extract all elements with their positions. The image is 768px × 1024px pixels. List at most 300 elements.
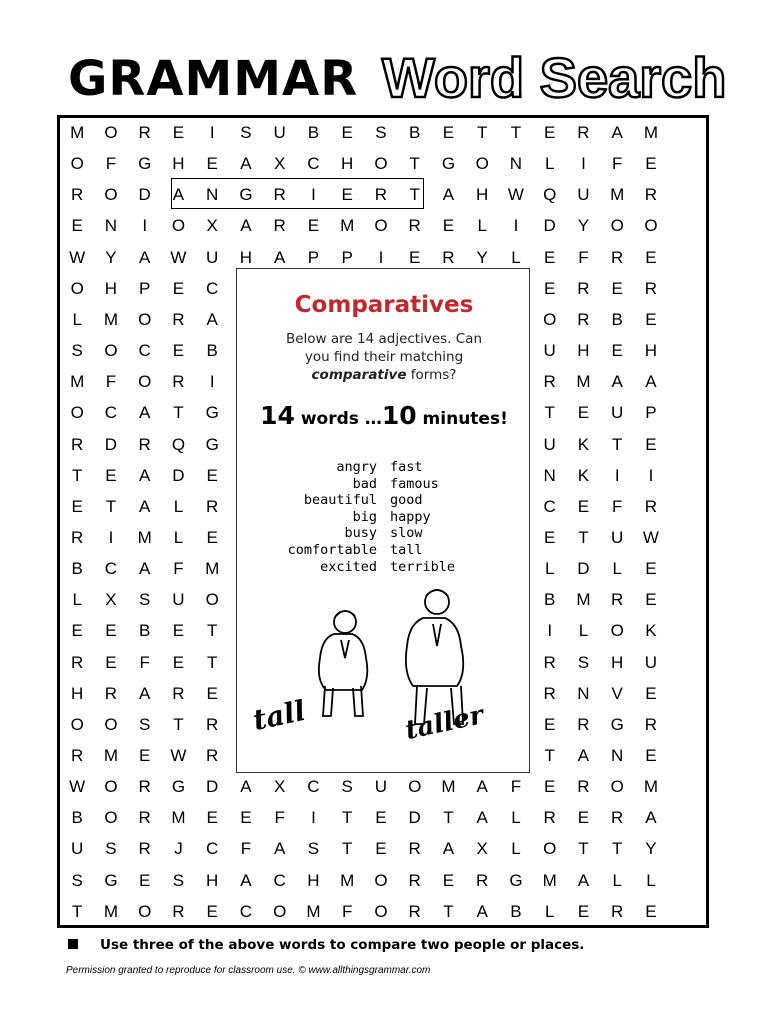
grid-letter: E xyxy=(544,247,556,267)
grid-letter: R xyxy=(543,683,556,703)
grid-letter: I xyxy=(108,527,114,547)
grid-letter: E xyxy=(442,123,455,142)
grid-letter: O xyxy=(104,185,118,205)
grid-letter: C xyxy=(307,154,320,174)
grid-letter: T xyxy=(544,746,555,765)
grid-letter: O xyxy=(104,341,118,361)
adjective-item: fast xyxy=(390,459,423,475)
grid-letter: N xyxy=(577,683,590,703)
grid-letter: D xyxy=(577,559,590,579)
grid-letter: I xyxy=(311,185,316,205)
grid-letter: D xyxy=(543,216,556,236)
grid-letter: S xyxy=(105,839,117,859)
grid-letter: M xyxy=(441,777,456,797)
grid-letter: F xyxy=(105,154,117,174)
grid-letter: M xyxy=(610,185,625,205)
grid-letter: B xyxy=(307,123,320,142)
grid-letter: B xyxy=(510,901,522,921)
count-end: minutes! xyxy=(416,409,508,429)
grid-letter: O xyxy=(374,870,388,890)
grid-letter: D xyxy=(206,777,219,797)
grid-letter: R xyxy=(172,309,185,329)
grid-letter: E xyxy=(577,901,590,921)
grid-letter: A xyxy=(206,309,218,329)
grid-letter: O xyxy=(543,309,557,329)
grid-letter: R xyxy=(138,123,151,142)
grid-letter: G xyxy=(205,434,219,454)
grid-letter: R xyxy=(172,683,185,703)
grid-letter: W xyxy=(507,185,524,205)
adjective-item: terrible xyxy=(390,558,456,575)
grid-letter: E xyxy=(577,403,590,423)
clue-panel xyxy=(236,268,530,773)
grid-letter: H xyxy=(307,870,320,890)
grid-letter: I xyxy=(581,154,586,174)
grid-letter: R xyxy=(577,777,590,797)
grid-letter: M xyxy=(103,309,119,329)
grid-letter: A xyxy=(139,683,151,703)
grid-letter: E xyxy=(544,123,556,142)
grid-letter: Y xyxy=(577,216,590,236)
grid-letter: I xyxy=(614,465,620,485)
intro-tail: forms? xyxy=(406,367,457,383)
grid-letter: T xyxy=(578,839,589,859)
grid-letter: O xyxy=(104,808,118,828)
panel-title: Comparatives xyxy=(294,292,474,318)
grid-letter: C xyxy=(104,403,118,423)
grid-letter: F xyxy=(578,247,589,267)
grid-letter: O xyxy=(374,901,388,921)
grid-letter: O xyxy=(138,309,152,329)
grid-letter: E xyxy=(172,123,185,142)
grid-letter: B xyxy=(409,123,421,142)
grid-letter: E xyxy=(544,278,556,298)
adjective-item: famous xyxy=(390,475,439,492)
grid-letter: C xyxy=(307,777,320,797)
adjective-item: comfortable xyxy=(287,541,377,558)
grid-letter: T xyxy=(206,621,218,641)
grid-letter: S xyxy=(341,777,353,797)
grid-letter: D xyxy=(104,434,118,454)
grid-letter: L xyxy=(477,216,487,236)
grid-letter: X xyxy=(105,590,117,610)
grid-letter: E xyxy=(240,808,252,828)
grid-letter: S xyxy=(375,123,387,142)
grid-letter: M xyxy=(542,870,557,890)
grid-letter: E xyxy=(307,216,320,236)
grid-letter: U xyxy=(374,777,388,797)
grid-letter: E xyxy=(71,496,83,516)
grid-letter: E xyxy=(71,621,83,641)
grid-letter: E xyxy=(71,216,83,236)
grid-letter: E xyxy=(172,652,185,672)
grid-letter: B xyxy=(544,590,556,610)
grid-letter: R xyxy=(172,372,185,392)
grid-letter: B xyxy=(611,309,623,329)
grid-letter: F xyxy=(341,901,353,921)
grid-letter: H xyxy=(644,341,658,361)
adjective-item: excited xyxy=(320,558,377,575)
grid-letter: P xyxy=(341,247,353,267)
grid-letter: U xyxy=(543,341,556,361)
credit-line: Permission granted to reproduce for classroom use. © www.allthingsgrammar.com xyxy=(66,965,431,976)
grid-letter: I xyxy=(209,123,215,142)
grid-letter: A xyxy=(240,870,252,890)
grid-letter: E xyxy=(375,839,387,859)
grid-letter: S xyxy=(240,123,252,142)
grid-letter: A xyxy=(645,372,657,392)
grid-letter: S xyxy=(71,870,83,890)
grid-letter: I xyxy=(513,216,519,236)
grid-letter: M xyxy=(340,216,355,236)
grid-letter: E xyxy=(544,527,556,547)
grid-letter: E xyxy=(409,247,421,267)
grid-letter: W xyxy=(69,247,86,267)
grid-letter: T xyxy=(611,434,623,454)
label-taller: taller xyxy=(402,700,487,746)
grid-letter: D xyxy=(408,808,421,828)
grid-letter: O xyxy=(610,216,624,236)
grid-letter: E xyxy=(442,216,455,236)
grid-letter: A xyxy=(645,808,657,828)
grid-letter: U xyxy=(206,247,219,267)
grid-letter: H xyxy=(341,154,354,174)
grid-letter: M xyxy=(171,808,186,828)
count-mid: words … xyxy=(294,409,382,429)
grid-letter: T xyxy=(443,901,454,921)
grid-letter: R xyxy=(71,434,84,454)
grid-letter: A xyxy=(172,185,185,205)
grid-letter: O xyxy=(610,777,624,797)
grid-letter: C xyxy=(138,341,151,361)
grid-letter: R xyxy=(71,527,84,547)
adjective-list-left xyxy=(267,459,377,575)
adjective-item: good xyxy=(390,492,423,509)
grid-letter: J xyxy=(174,839,183,859)
grid-letter: R xyxy=(408,870,421,890)
grid-letter: C xyxy=(273,870,286,890)
grid-letter: L xyxy=(72,590,82,610)
grid-letter: C xyxy=(239,901,253,921)
grid-letter: U xyxy=(644,652,658,672)
grid-letter: L xyxy=(173,527,184,547)
grid-letter: M xyxy=(306,901,321,921)
grid-letter: M xyxy=(643,123,659,142)
grid-letter: E xyxy=(611,341,623,361)
adjective-item: slow xyxy=(390,525,423,542)
grid-letter: M xyxy=(643,777,659,797)
grid-letter: Y xyxy=(105,247,117,267)
grid-letter: K xyxy=(577,434,590,454)
grid-letter: F xyxy=(173,559,184,579)
grid-letter: A xyxy=(139,465,151,485)
adjective-item: bad xyxy=(352,475,377,492)
grid-letter: N xyxy=(509,154,523,174)
grid-letter: S xyxy=(139,714,151,734)
grid-letter: R xyxy=(408,216,421,236)
grid-letter: E xyxy=(645,309,657,329)
grid-letter: M xyxy=(576,590,591,610)
grid-letter: F xyxy=(240,839,252,859)
grid-letter: A xyxy=(139,403,151,423)
grid-letter: E xyxy=(206,683,218,703)
grid-letter: E xyxy=(645,434,657,454)
grid-letter: F xyxy=(105,372,117,392)
grid-letter: G xyxy=(138,154,152,174)
grid-letter: N xyxy=(543,465,556,485)
tall-man-figure xyxy=(406,590,463,724)
short-man-figure xyxy=(319,611,367,716)
grid-letter: L xyxy=(72,309,82,329)
grid-letter: R xyxy=(644,185,658,205)
grid-letter: A xyxy=(240,216,252,236)
grid-letter: X xyxy=(274,777,286,797)
grid-letter: A xyxy=(274,247,286,267)
grid-letter: M xyxy=(205,559,220,579)
grid-letter: R xyxy=(172,901,185,921)
grid-letter: E xyxy=(172,341,185,361)
grid-letter: B xyxy=(71,808,83,828)
grid-letter: E xyxy=(645,247,657,267)
grid-letter: E xyxy=(375,808,387,828)
grid-letter: L xyxy=(578,621,589,641)
grid-letter: I xyxy=(547,621,553,641)
grid-letter: O xyxy=(138,901,152,921)
grid-letter: E xyxy=(105,621,117,641)
grid-letter: U xyxy=(611,527,624,547)
grid-letter: L xyxy=(173,496,184,516)
grid-letter: E xyxy=(139,746,151,765)
grid-letter: R xyxy=(138,808,151,828)
grid-letter: O xyxy=(70,154,84,174)
grid-letter: R xyxy=(138,434,151,454)
grid-letter: Q xyxy=(543,185,557,205)
grid-letter: T xyxy=(71,465,83,485)
grid-letter: E xyxy=(105,465,117,485)
grid-letter: O xyxy=(138,372,152,392)
grid-letter: R xyxy=(442,247,455,267)
grid-letter: R xyxy=(138,839,151,859)
grid-letter: L xyxy=(511,808,521,828)
grid-letter: E xyxy=(172,278,185,298)
grid-letter: A xyxy=(442,839,455,859)
grid-letter: R xyxy=(273,216,286,236)
grid-letter: Y xyxy=(645,839,657,859)
grid-letter: E xyxy=(645,746,657,765)
adjective-item: big xyxy=(352,508,377,525)
instruction xyxy=(68,937,708,953)
adjective-item: busy xyxy=(344,525,377,542)
grid-letter: G xyxy=(441,154,456,174)
grid-letter: R xyxy=(577,714,590,734)
grid-letter: R xyxy=(644,278,658,298)
grid-letter: T xyxy=(476,123,488,142)
grid-letter: P xyxy=(139,278,151,298)
grid-letter: O xyxy=(374,216,388,236)
grid-letter: O xyxy=(104,714,118,734)
grid-letter: E xyxy=(206,901,218,921)
intro-line-2: you find their matching xyxy=(304,349,464,365)
label-tall: tall xyxy=(250,693,309,737)
grid-letter: R xyxy=(577,309,590,329)
grid-letter: R xyxy=(644,714,658,734)
grid-letter: I xyxy=(648,465,654,485)
grid-letter: C xyxy=(206,839,219,859)
grid-letter: Q xyxy=(171,434,186,454)
grid-letter: R xyxy=(206,746,219,765)
grid-letter: O xyxy=(104,777,118,797)
grid-letter: A xyxy=(611,123,623,142)
grid-letter: O xyxy=(374,154,388,174)
grid-letter: M xyxy=(103,746,119,765)
grid-letter: E xyxy=(645,154,657,174)
grid-letter: E xyxy=(544,777,556,797)
grid-letter: N xyxy=(206,185,219,205)
grid-letter: H xyxy=(577,341,590,361)
grid-letter: S xyxy=(307,839,320,859)
grid-letter: M xyxy=(137,527,152,547)
grid-letter: R xyxy=(611,901,624,921)
grid-letter: R xyxy=(71,652,84,672)
intro-line-1: Below are 14 adjectives. Can xyxy=(285,331,483,347)
grid-letter: C xyxy=(206,278,219,298)
grid-letter: B xyxy=(206,341,218,361)
grid-letter: X xyxy=(274,154,286,174)
bullet-square-icon xyxy=(68,939,78,949)
grid-letter: R xyxy=(374,185,388,205)
grid-letter: T xyxy=(341,808,353,828)
adjective-item: angry xyxy=(336,459,377,475)
grid-letter: L xyxy=(544,559,555,579)
grid-letter: S xyxy=(139,590,151,610)
grid-letter: T xyxy=(409,154,420,174)
grid-letter: E xyxy=(645,901,657,921)
grid-letter: R xyxy=(543,652,556,672)
grid-letter: B xyxy=(71,559,83,579)
grid-letter: T xyxy=(443,808,454,828)
grid-letter: E xyxy=(139,870,151,890)
grid-letter: U xyxy=(71,839,84,859)
grid-letter: R xyxy=(104,683,118,703)
grid-letter: S xyxy=(577,652,590,672)
grid-letter: A xyxy=(139,496,151,516)
grid-letter: R xyxy=(543,372,556,392)
grid-letter: H xyxy=(104,278,118,298)
grid-letter: G xyxy=(509,870,523,890)
grid-letter: H xyxy=(239,247,253,267)
grid-letter: L xyxy=(612,870,622,890)
panel-intro xyxy=(255,330,513,384)
grid-letter: U xyxy=(172,590,185,610)
grid-letter: H xyxy=(611,652,624,672)
grid-letter: O xyxy=(475,154,489,174)
grid-letter: T xyxy=(510,123,522,142)
grid-letter: R xyxy=(476,870,489,890)
grid-letter: F xyxy=(139,652,150,672)
grid-letter: R xyxy=(206,714,219,734)
grid-letter: E xyxy=(645,590,657,610)
instruction-text: Use three of the above words to compare two people or places. xyxy=(100,937,585,953)
grid-letter: L xyxy=(544,901,555,921)
grid-letter: R xyxy=(577,123,590,142)
grid-letter: W xyxy=(170,247,187,267)
grid-letter: O xyxy=(70,714,84,734)
grid-letter: R xyxy=(611,808,624,828)
grid-letter: E xyxy=(611,278,623,298)
grid-letter: E xyxy=(577,496,590,516)
grid-letter: I xyxy=(311,808,316,828)
grid-letter: W xyxy=(170,746,187,765)
grid-letter: F xyxy=(611,154,623,174)
grid-letter: I xyxy=(142,216,148,236)
grid-letter: L xyxy=(646,870,656,890)
grid-letter: N xyxy=(104,216,118,236)
grid-letter: H xyxy=(476,185,489,205)
grid-letter: A xyxy=(240,154,252,174)
grid-letter: O xyxy=(70,278,84,298)
grid-letter: H xyxy=(206,870,219,890)
grid-letter: F xyxy=(510,777,522,797)
found-word-highlight xyxy=(171,178,424,209)
grid-letter: L xyxy=(612,559,622,579)
grid-letter: T xyxy=(173,714,184,734)
grid-letter: D xyxy=(172,465,185,485)
grid-letter: R xyxy=(408,839,421,859)
grid-letter: M xyxy=(576,372,591,392)
grid-letter: R xyxy=(543,808,556,828)
grid-letter: W xyxy=(642,527,659,547)
grid-letter: O xyxy=(644,216,658,236)
grid-letter: L xyxy=(511,839,521,859)
adjective-item: beautiful xyxy=(303,492,377,509)
grid-letter: R xyxy=(408,901,421,921)
grid-letter: U xyxy=(611,403,624,423)
grid-letter: E xyxy=(206,154,218,174)
grid-letter: O xyxy=(205,590,219,610)
word-count xyxy=(237,401,531,430)
grid-letter: I xyxy=(209,372,215,392)
grid-letter: G xyxy=(239,185,253,205)
grid-letter: G xyxy=(610,714,624,734)
grid-letter: E xyxy=(206,465,218,485)
grid-letter: E xyxy=(442,870,455,890)
grid-letter: I xyxy=(378,247,384,267)
grid-letter: A xyxy=(577,746,590,765)
grid-letter: M xyxy=(70,123,85,142)
grid-letter: X xyxy=(476,839,488,859)
grid-letter: E xyxy=(341,123,353,142)
grid-letter: O xyxy=(171,216,186,236)
count-words: 14 xyxy=(260,401,295,430)
adjective-list-right xyxy=(390,459,510,575)
grid-letter: P xyxy=(307,247,320,267)
grid-letter: A xyxy=(139,247,151,267)
grid-letter: U xyxy=(543,434,556,454)
grid-letter: V xyxy=(611,683,623,703)
grid-letter: G xyxy=(171,777,186,797)
grid-letter: D xyxy=(138,185,151,205)
grid-letter: U xyxy=(273,123,286,142)
grid-letter: E xyxy=(645,559,657,579)
title-word-search: Word Search xyxy=(382,46,727,109)
grid-letter: T xyxy=(611,839,623,859)
intro-emphasis: comparative xyxy=(311,367,407,383)
grid-letter: R xyxy=(138,777,151,797)
grid-letter: R xyxy=(644,496,658,516)
grid-letter: A xyxy=(274,839,286,859)
grid-letter: H xyxy=(71,683,84,703)
grid-letter: C xyxy=(543,496,556,516)
